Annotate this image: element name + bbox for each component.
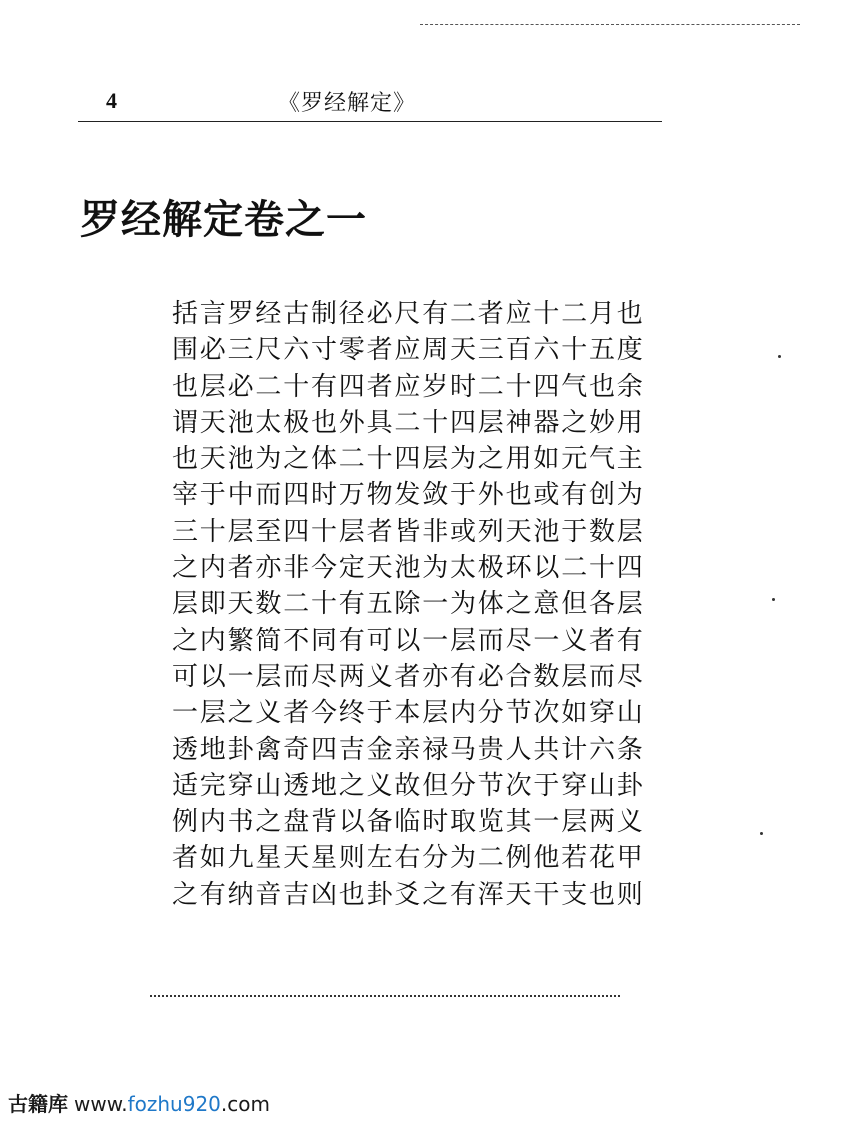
body-text	[172, 296, 672, 913]
scan-speck	[778, 355, 781, 358]
watermark-prefix: www.	[74, 1092, 128, 1116]
text-line: 之内者亦非今定天池为太极环以二十四	[172, 553, 645, 584]
text-line: 三十层至四十层者皆非或列天池于数层	[172, 516, 645, 547]
scan-speck	[772, 598, 775, 601]
text-line: 宰于中而四时万物发敛于外也或有创为	[172, 480, 645, 511]
text-line: 谓天池太极也外具二十四层神器之妙用	[172, 407, 645, 438]
text-line: 一层之义者今终于本层内分节次如穿山	[172, 698, 645, 729]
scan-speck	[760, 832, 763, 835]
page-header	[78, 80, 662, 120]
text-line: 可以一层而尽两义者亦有必合数层而尽	[172, 661, 645, 692]
footer-watermark	[8, 1088, 270, 1117]
text-line: 之内繁简不同有可以一层而尽一义者有	[172, 625, 645, 656]
text-line: 透地卦禽奇四吉金亲禄马贵人共计六条	[172, 734, 645, 765]
text-line: 也天池为之体二十四层为之用如元气主	[172, 444, 645, 475]
page-number: 4	[106, 88, 117, 113]
text-line: 例内书之盘背以备临时取览其一层两义	[172, 807, 645, 838]
text-line: 适完穿山透地之义故但分节次于穿山卦	[172, 770, 645, 801]
text-line: 之有纳音吉凶也卦爻之有浑天干支也则	[172, 879, 645, 910]
text-line: 围必三尺六寸零者应周天三百六十五度	[172, 335, 645, 366]
text-line: 层即天数二十有五除一为体之意但各层	[172, 589, 645, 620]
watermark-domain: fozhu920	[127, 1092, 221, 1116]
header-rule	[78, 121, 662, 122]
text-line: 括言罗经古制径必尺有二者应十二月也	[172, 299, 645, 329]
watermark-suffix: .com	[220, 1092, 270, 1116]
top-scan-rule	[420, 24, 800, 25]
chapter-title: 罗经解定卷之一	[80, 197, 367, 243]
running-title: 《罗经解定》	[278, 91, 417, 116]
bottom-scan-rule	[150, 995, 620, 997]
watermark-brand: 古籍库	[8, 1092, 68, 1116]
text-line: 也层必二十有四者应岁时二十四气也余	[172, 371, 645, 402]
text-line: 者如九星天星则左右分为二例他若花甲	[172, 843, 645, 874]
